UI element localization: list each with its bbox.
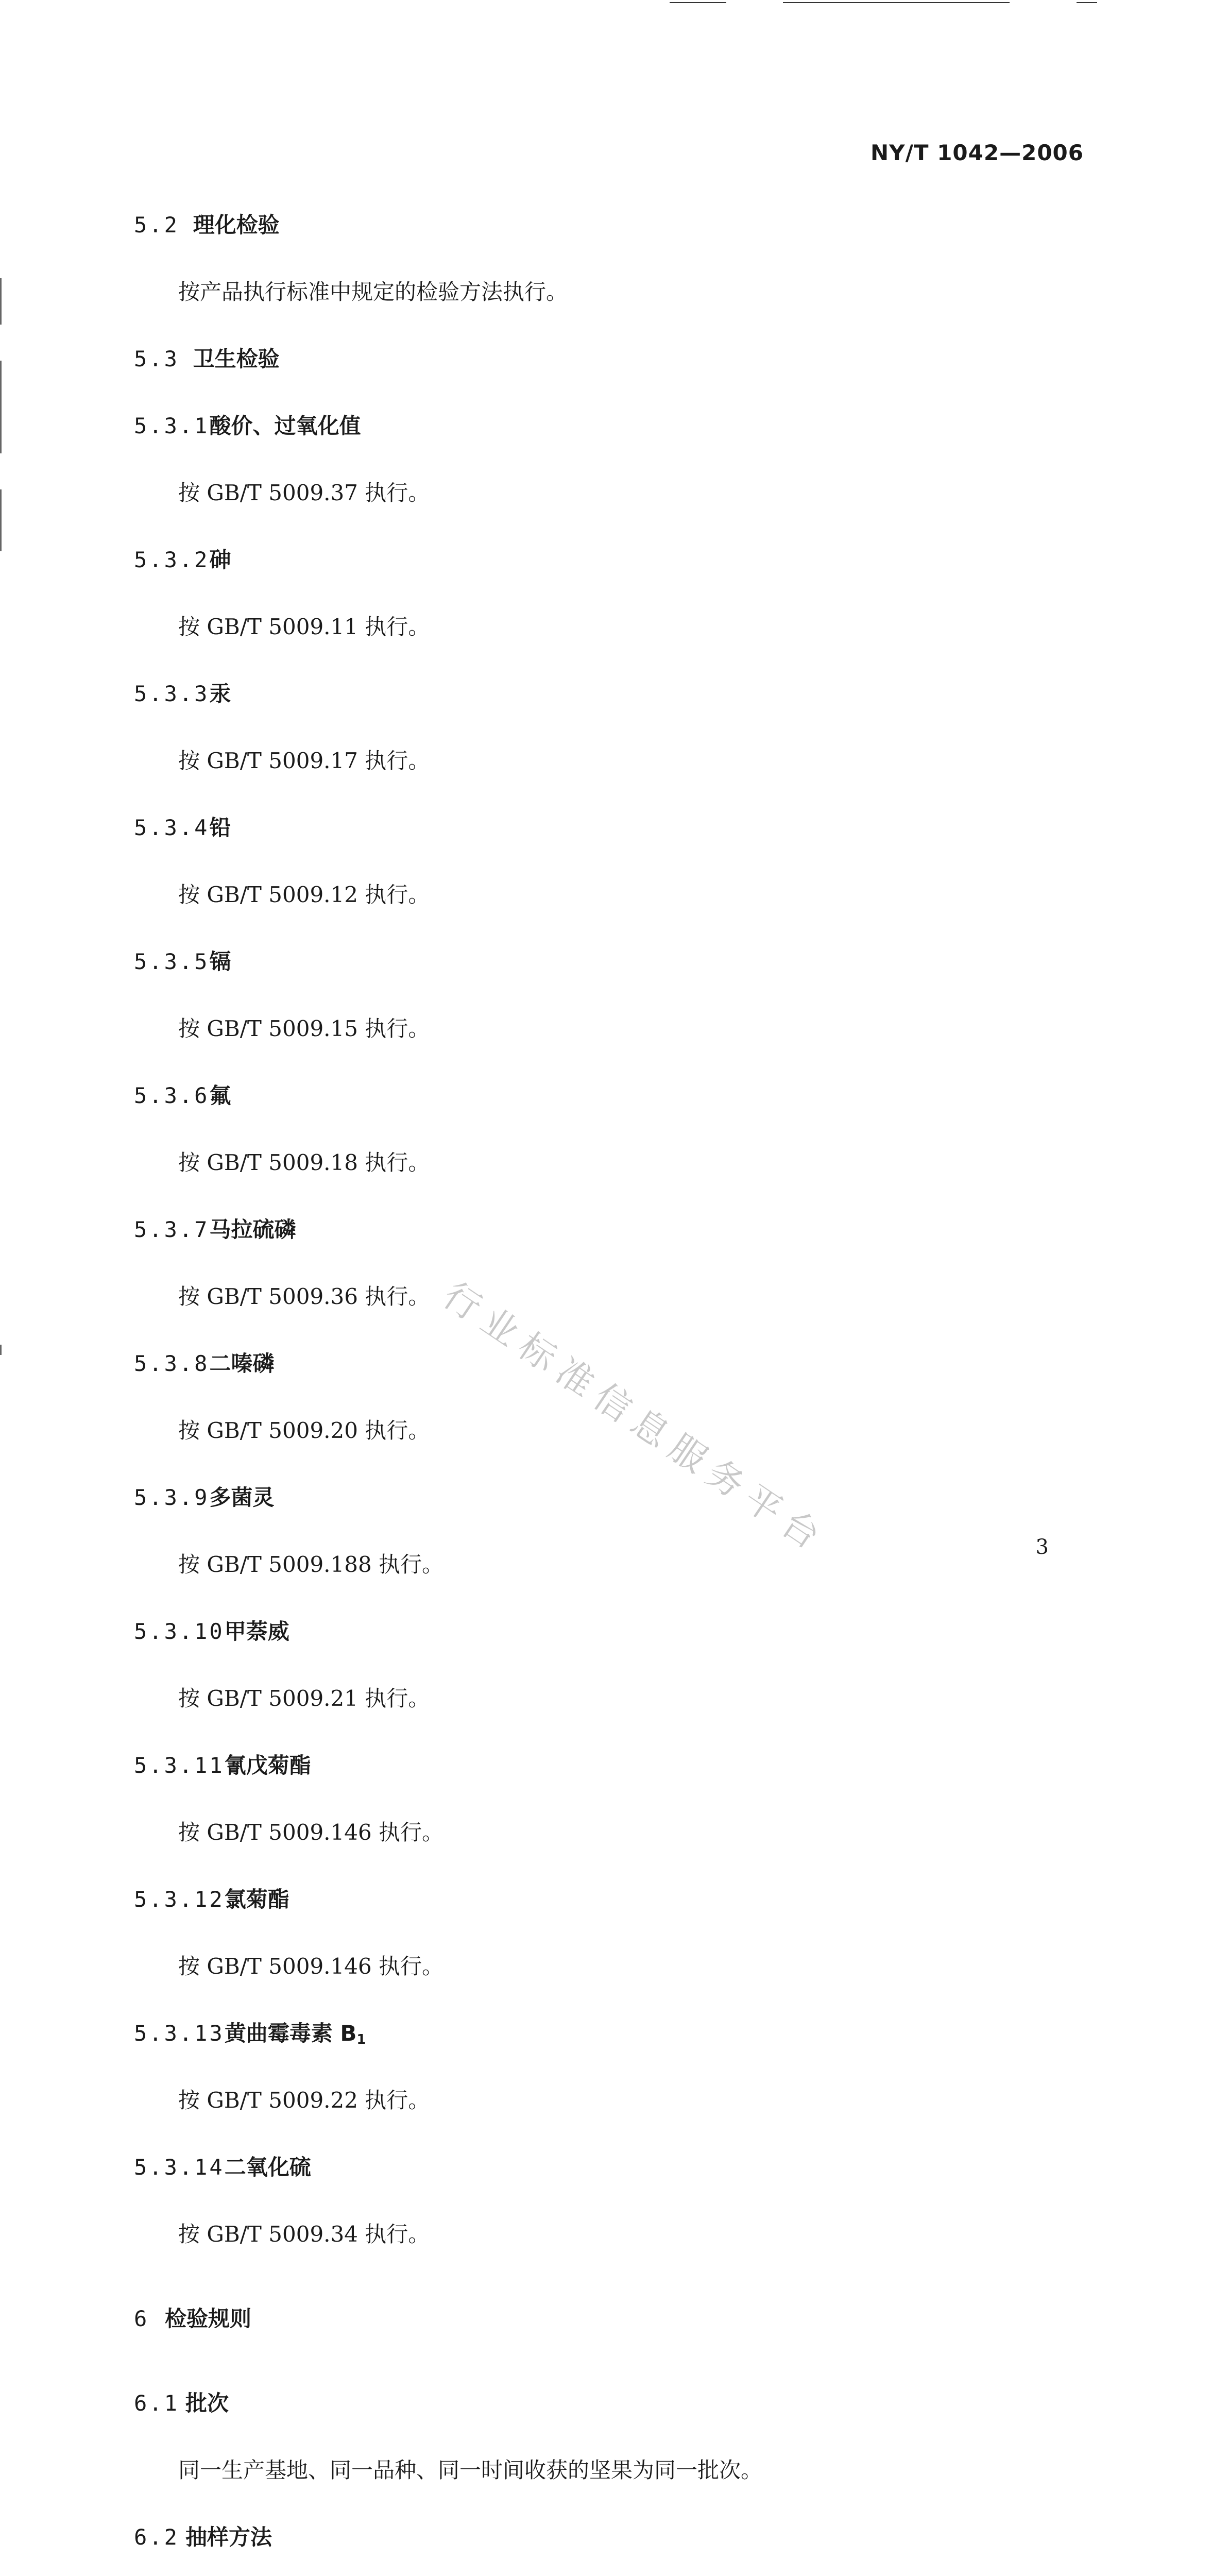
section-heading xyxy=(134,1196,1092,1263)
section-title: 卫生检验 xyxy=(193,346,280,371)
section-heading xyxy=(134,527,1092,594)
section-title: 甲萘威 xyxy=(224,1619,289,1644)
scan-artifact-line xyxy=(783,2,1010,3)
section-heading xyxy=(134,1732,1092,1799)
section-text: 按 GB/T 5009.15 执行。 xyxy=(178,1016,430,1041)
section-number: 5.3.1 xyxy=(134,413,210,438)
section-title: 理化检验 xyxy=(193,212,280,238)
section-number: 6.2 xyxy=(134,2524,179,2550)
section-number: 5.3.9 xyxy=(134,1485,210,1510)
section-title: 氟 xyxy=(209,1083,231,1108)
spacer xyxy=(134,2268,1092,2285)
section-heading xyxy=(134,794,1092,861)
section-number: 5.3.14 xyxy=(134,2155,225,2180)
scan-artifact-line xyxy=(670,2,726,3)
standard-code: NY/T 1042—2006 xyxy=(870,140,1084,165)
section-text: 按 GB/T 5009.18 执行。 xyxy=(178,1150,430,1175)
scan-artifact-tick xyxy=(0,1345,2,1355)
section-title: 镉 xyxy=(209,949,231,974)
section-number: 6 xyxy=(134,2306,149,2331)
page-number: 3 xyxy=(1035,1535,1049,1559)
section-number: 5.3.10 xyxy=(134,1619,225,1644)
scan-artifact-line xyxy=(1077,2,1097,3)
section-heading xyxy=(134,660,1092,727)
section-title: 二氧化硫 xyxy=(224,2155,311,2180)
scan-artifact-tick xyxy=(0,361,2,453)
section-title: 氯菊酯 xyxy=(224,1887,289,1912)
watermark-text: 行业标准信息服务平台 xyxy=(435,1274,835,1563)
scan-artifact-tick xyxy=(0,278,2,325)
section-heading xyxy=(134,2370,1092,2437)
section-number: 6.1 xyxy=(134,2391,179,2416)
section-heading xyxy=(134,393,1092,460)
section-title: 铅 xyxy=(209,815,231,840)
section-title: 砷 xyxy=(209,547,231,572)
section-number: 5.3.11 xyxy=(134,1753,225,1778)
section-number: 5.3.8 xyxy=(134,1351,210,1376)
section-title: 黄曲霉毒素 B xyxy=(224,2021,357,2046)
section-text xyxy=(134,2571,1092,2576)
section-number: 5.2 xyxy=(134,212,179,238)
section-number: 5.3.2 xyxy=(134,547,210,572)
section-heading xyxy=(134,1062,1092,1129)
section-title: 批次 xyxy=(185,2391,229,2416)
section-text: 按 GB/T 5009.22 执行。 xyxy=(178,2088,430,2113)
section-text: 按产品执行标准中规定的检验方法执行。 xyxy=(178,279,568,304)
section-text: 按 GB/T 5009.11 执行。 xyxy=(178,614,430,639)
section-title: 抽样方法 xyxy=(185,2524,272,2550)
section-number: 5.3.4 xyxy=(134,815,210,840)
section-text: 按 GB/T 5009.20 执行。 xyxy=(178,1418,430,1443)
section-heading xyxy=(134,928,1092,995)
section-number: 5.3 xyxy=(134,346,179,371)
section-text: 按 GB/T 5009.188 执行。 xyxy=(178,1552,444,1577)
section-heading xyxy=(134,2504,1092,2571)
section-heading xyxy=(134,1866,1092,1933)
section-text: 按 GB/T 5009.146 执行。 xyxy=(178,1954,444,1979)
section-title: 酸价、过氧化值 xyxy=(209,413,361,438)
section-text: 同一生产基地、同一品种、同一时间收获的坚果为同一批次。 xyxy=(178,2458,763,2483)
section-number: 5.3.6 xyxy=(134,1083,210,1108)
chapter-heading xyxy=(134,2285,1092,2352)
section-title: 多菌灵 xyxy=(209,1485,275,1510)
section-title: 二嗪磷 xyxy=(209,1351,275,1376)
section-number: 5.3.3 xyxy=(134,681,210,706)
section-text: 按 GB/T 5009.146 执行。 xyxy=(178,1820,444,1845)
section-number: 5.3.5 xyxy=(134,949,210,974)
section-title: 氰戊菊酯 xyxy=(224,1753,311,1778)
section-text: 按 GB/T 5009.37 执行。 xyxy=(178,480,430,505)
section-title: 汞 xyxy=(209,681,231,706)
spacer xyxy=(134,2352,1092,2370)
scan-artifact-tick xyxy=(0,489,2,551)
section-heading xyxy=(134,1464,1092,1531)
section-text: 按 GB/T 5009.12 执行。 xyxy=(178,882,430,907)
section-text: 按 GB/T 5009.36 执行。 xyxy=(178,1284,430,1309)
section-text: 按 GB/T 5009.34 执行。 xyxy=(178,2222,430,2247)
section-heading xyxy=(134,326,1092,393)
section-number: 5.3.7 xyxy=(134,1217,210,1242)
section-heading xyxy=(134,2000,1092,2067)
section-number: 5.3.13 xyxy=(134,2021,225,2046)
section-title: 检验规则 xyxy=(165,2306,252,2331)
section-text: 按 GB/T 5009.21 执行。 xyxy=(178,1686,430,1711)
section-number: 5.3.12 xyxy=(134,1887,225,1912)
subscript: 1 xyxy=(356,2032,366,2047)
section-title: 马拉硫磷 xyxy=(209,1217,296,1242)
section-heading xyxy=(134,192,1092,259)
section-text: 按 GB/T 5009.17 执行。 xyxy=(178,748,430,773)
section-heading xyxy=(134,1598,1092,1665)
section-heading xyxy=(134,2134,1092,2201)
